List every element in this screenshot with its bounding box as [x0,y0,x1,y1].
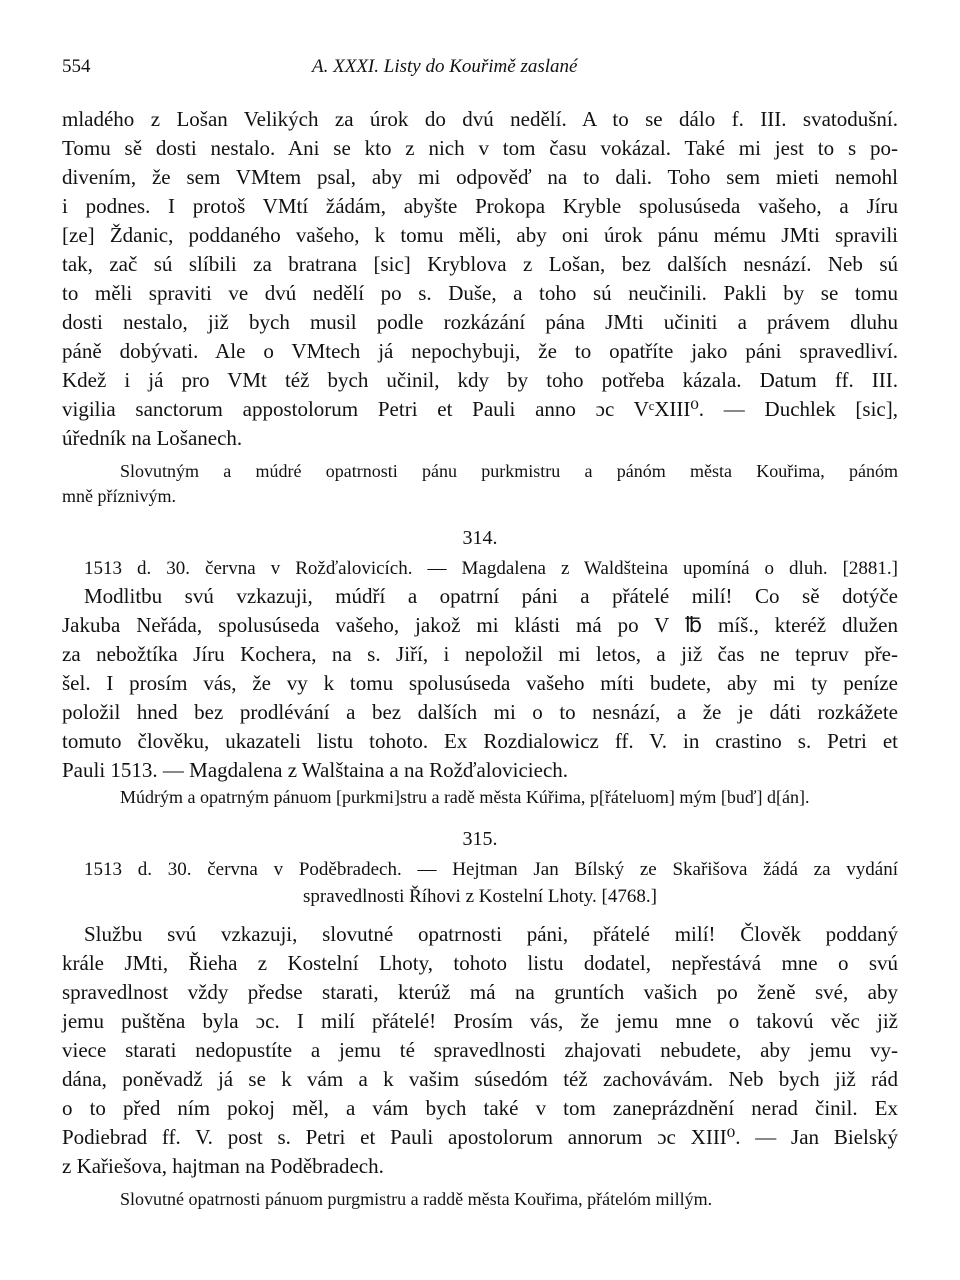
text-line: to měli spraviti ve dvú nedělí po s. Duše, a toho sú neučinili. Pakli by se tomu [62,281,898,305]
letter-address [62,459,898,509]
page-header [62,56,898,86]
text-line: viece starati nedopustíte a jemu té spravedlnosti zhajovati nebudete, aby jemu vy- [62,1038,898,1062]
text-line: za nebožtíka Jíru Kochera, na s. Jiří, i nepoložil mi letos, a již čas ne tepruv pře- [62,642,898,666]
document-315 [62,822,898,1212]
text-line: [ze] Ždanic, poddaného vašeho, k tomu měli, aby oni úrok pánu mému JMti spravili [62,223,898,247]
text-line: Jakuba Neřáda, spolusúseda vašeho, jakož mi klásti má po V ℔ míš., kteréž dlužen [62,613,898,637]
text-line: mladého z Lošan Velikých za úrok do dvú nedělí. A to se dálo f. III. svatodušní. [62,107,898,131]
document-headnote [62,555,898,582]
text-line: o to před ním pokoj měl, a vám bych také v tom zaneprázdnění nerad činil. Ex [62,1096,898,1120]
text-line: páně dobývati. Ale o VMtech já nepochybuji, že to opatříte jako páni spravedliví. [62,339,898,363]
headnote-line: spravedlnosti Říhovi z Kostelní Lhoty. [4768.] [303,886,657,907]
text-line: Službu svú vzkazuji, slovutné opatrnosti páni, přátelé milí! Člověk poddaný [84,922,898,946]
text-line: vigilia sanctorum appostolorum Petri et Pauli anno ɔc VᶜXIII⁰. — Duchlek [sic], [62,397,898,421]
text-line: jemu puštěna byla ɔc. I milí přátelé! Prosím vás, že jemu mne o takovú věc již [62,1009,898,1033]
address-line: mně příznivým. [62,486,176,506]
address-line: Slovutné opatrnosti pánuom purgmistru a raddě města Kouřima, přátelóm millým. [120,1189,713,1209]
text-line: dosti nestalo, již bych musil podle rozkázání pána JMti učiniti a právem dluhu [62,310,898,334]
text-line: divením, že sem VMtem psal, aby mi odpověď na to dali. Toho sem mieti nemohl [62,165,898,189]
letter-address [62,785,898,810]
text-line: Tomu sě dosti nestalo. Ani se kto z nich v tom času vokázal. Také mi jest to s po- [62,136,898,160]
text-line: krále JMti, Řieha z Kostelní Lhoty, tohoto listu dodatel, nepřestává mne o svú [62,951,898,975]
page-number: 554 [62,56,91,77]
headnote-line: 1513 d. 30. června v Rožďalovicích. — Magdalena z Waldšteina upomíná o dluh. [2881.] [84,558,898,579]
text-line: z Kařiešova, hajtman na Poděbradech. [62,1154,384,1178]
text-line: tomuto člověku, ukazateli listu tohoto. Ex Rozdialowicz ff. V. in crastino s. Petri et [62,729,898,753]
text-line: úředník na Lošanech. [62,426,243,450]
document-headnote [62,856,898,910]
document-number: 314. [462,527,498,549]
running-title: A. XXXI. Listy do Kouřimě zaslané [312,56,578,77]
text-line: spravedlnost vždy předse starati, kterúž má na gruntích vašich po ženě své, aby [62,980,898,1004]
text-line: Podiebrad ff. V. post s. Petri et Pauli apostolorum annorum ɔc XIII⁰. — Jan Bielský [62,1125,898,1149]
text-line: šel. I prosím vás, že vy k tomu spolusúseda vašeho míti budete, aby mi ty peníze [62,671,898,695]
headnote-line: 1513 d. 30. června v Poděbradech. — Hejtman Jan Bílský ze Skařišova žádá za vydání [84,859,898,880]
text-line: dána, poněvadž já se k vám a k vašim súsedóm též zachovávám. Neb bych již rád [62,1067,898,1091]
text-line: i podnes. I protoš VMtí žádám, abyšte Prokopa Kryble spolusúseda vašeho, a Jíru [62,194,898,218]
document-number: 315. [462,828,498,850]
text-line: Kdež i já pro VMt též bych učinil, kdy by toho potřeba kázala. Datum ff. III. [62,368,898,392]
text-line: položil hned bez prodlévání a bez dalších mi o to nesnází, a že je dáti rozkážete [62,700,898,724]
address-line: Múdrým a opatrným pánuom [purkmi]stru a radě města Kúřima, p[řáteluom] mým [buď] d[án]. [120,787,810,807]
letter-address [62,1187,898,1212]
document-314 [62,521,898,810]
page-body [62,105,898,1212]
address-line: Slovutným a múdré opatrnosti pánu purkmistru a pánóm města Kouřima, pánóm [120,461,898,481]
text-line: Modlitbu svú vzkazuji, múdří a opatrní páni a přátelé milí! Co sě dotýče [84,584,898,608]
text-line: tak, zač sú slíbili za bratrana [sic] Kryblova z Lošan, bez dalších nesnází. Neb sú [62,252,898,276]
text-line: Pauli 1513. — Magdalena z Walštaina a na Rožďaloviciech. [62,758,569,782]
letter-continuation [62,105,898,509]
